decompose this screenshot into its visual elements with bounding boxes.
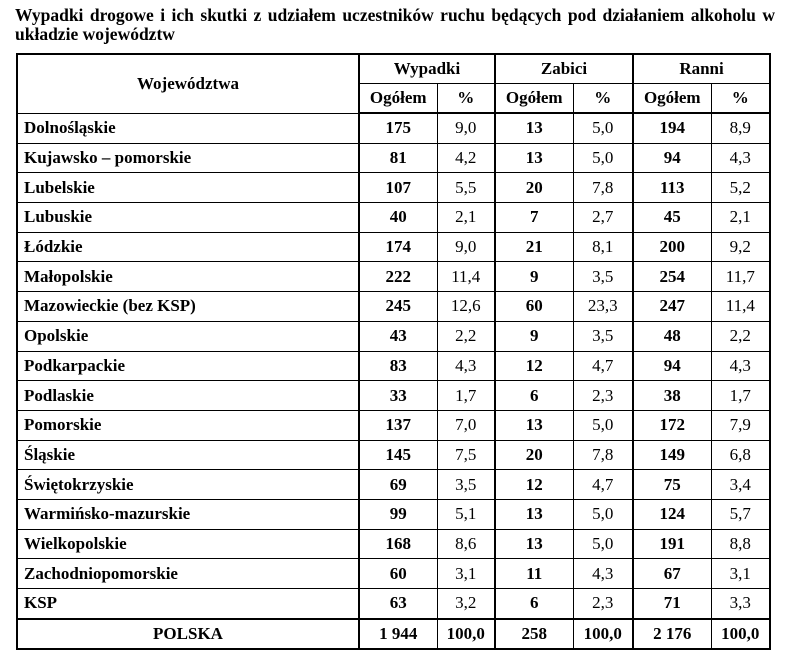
accidents-count-cell: 69: [359, 470, 437, 500]
subheader-total: Ogółem: [495, 84, 573, 114]
injured-pct-cell: 11,4: [711, 292, 770, 322]
table-row: [17, 292, 770, 322]
group-header-ranni: Ranni: [633, 54, 770, 84]
accidents-pct-cell: 2,1: [437, 203, 495, 233]
injured-pct-cell: 4,3: [711, 351, 770, 381]
injured-count-cell: 71: [633, 589, 711, 619]
killed-count-cell: 6: [495, 589, 573, 619]
injured-pct-cell: 8,9: [711, 113, 770, 143]
accidents-count-cell: 222: [359, 262, 437, 292]
accidents-pct-cell: 4,2: [437, 143, 495, 173]
injured-count-cell: 75: [633, 470, 711, 500]
subheader-pct: %: [711, 84, 770, 114]
accidents-pct-cell: 2,2: [437, 321, 495, 351]
killed-pct-cell: 5,0: [573, 143, 633, 173]
injured-pct-cell: 8,8: [711, 529, 770, 559]
region-name-cell: Pomorskie: [17, 410, 359, 440]
total-cell: 100,0: [573, 619, 633, 650]
region-name-cell: Kujawsko – pomorskie: [17, 143, 359, 173]
subheader-total: Ogółem: [359, 84, 437, 114]
table-row: [17, 143, 770, 173]
killed-count-cell: 12: [495, 470, 573, 500]
total-cell: 100,0: [711, 619, 770, 650]
total-cell: 258: [495, 619, 573, 650]
region-name-cell: Podlaskie: [17, 381, 359, 411]
table-row: [17, 440, 770, 470]
accidents-pct-cell: 7,0: [437, 410, 495, 440]
killed-count-cell: 13: [495, 499, 573, 529]
killed-count-cell: 21: [495, 232, 573, 262]
killed-count-cell: 13: [495, 113, 573, 143]
killed-pct-cell: 3,5: [573, 262, 633, 292]
accidents-count-cell: 99: [359, 499, 437, 529]
accidents-pct-cell: 9,0: [437, 232, 495, 262]
region-name-cell: Łódzkie: [17, 232, 359, 262]
region-name-cell: Dolnośląskie: [17, 113, 359, 143]
accidents-pct-cell: 5,1: [437, 499, 495, 529]
accidents-count-cell: 60: [359, 559, 437, 589]
accidents-count-cell: 137: [359, 410, 437, 440]
killed-pct-cell: 5,0: [573, 113, 633, 143]
injured-pct-cell: 3,1: [711, 559, 770, 589]
killed-pct-cell: 5,0: [573, 529, 633, 559]
accidents-pct-cell: 11,4: [437, 262, 495, 292]
killed-pct-cell: 7,8: [573, 440, 633, 470]
injured-pct-cell: 7,9: [711, 410, 770, 440]
accidents-pct-cell: 3,1: [437, 559, 495, 589]
accidents-pct-cell: 3,5: [437, 470, 495, 500]
table-row: [17, 499, 770, 529]
injured-pct-cell: 2,2: [711, 321, 770, 351]
accidents-count-cell: 33: [359, 381, 437, 411]
accidents-count-cell: 145: [359, 440, 437, 470]
table-row: [17, 470, 770, 500]
accidents-pct-cell: 7,5: [437, 440, 495, 470]
total-cell: 2 176: [633, 619, 711, 650]
accidents-pct-cell: 3,2: [437, 589, 495, 619]
group-header-wypadki: Wypadki: [359, 54, 495, 84]
accidents-pct-cell: 1,7: [437, 381, 495, 411]
killed-count-cell: 20: [495, 440, 573, 470]
injured-count-cell: 94: [633, 143, 711, 173]
table-row: [17, 173, 770, 203]
killed-count-cell: 7: [495, 203, 573, 233]
accidents-count-cell: 168: [359, 529, 437, 559]
killed-pct-cell: 8,1: [573, 232, 633, 262]
subheader-pct: %: [437, 84, 495, 114]
killed-pct-cell: 2,7: [573, 203, 633, 233]
injured-pct-cell: 3,3: [711, 589, 770, 619]
killed-pct-cell: 23,3: [573, 292, 633, 322]
killed-count-cell: 12: [495, 351, 573, 381]
region-name-cell: Małopolskie: [17, 262, 359, 292]
killed-count-cell: 13: [495, 529, 573, 559]
injured-pct-cell: 3,4: [711, 470, 770, 500]
table-row: [17, 351, 770, 381]
killed-pct-cell: 3,5: [573, 321, 633, 351]
accidents-pct-cell: 12,6: [437, 292, 495, 322]
table-row: [17, 410, 770, 440]
total-cell: 100,0: [437, 619, 495, 650]
total-row: [17, 619, 770, 650]
region-name-cell: Lubelskie: [17, 173, 359, 203]
killed-pct-cell: 4,7: [573, 351, 633, 381]
region-name-cell: Podkarpackie: [17, 351, 359, 381]
table-row: [17, 529, 770, 559]
accidents-count-cell: 43: [359, 321, 437, 351]
injured-count-cell: 67: [633, 559, 711, 589]
injured-pct-cell: 4,3: [711, 143, 770, 173]
killed-count-cell: 9: [495, 321, 573, 351]
region-name-cell: Śląskie: [17, 440, 359, 470]
injured-count-cell: 200: [633, 232, 711, 262]
injured-count-cell: 94: [633, 351, 711, 381]
killed-count-cell: 13: [495, 143, 573, 173]
total-cell: 1 944: [359, 619, 437, 650]
region-name-cell: Świętokrzyskie: [17, 470, 359, 500]
killed-count-cell: 11: [495, 559, 573, 589]
region-name-cell: Opolskie: [17, 321, 359, 351]
killed-pct-cell: 4,7: [573, 470, 633, 500]
data-table: [16, 53, 771, 650]
injured-count-cell: 247: [633, 292, 711, 322]
killed-count-cell: 9: [495, 262, 573, 292]
group-header-zabici: Zabici: [495, 54, 633, 84]
table-row: [17, 262, 770, 292]
injured-count-cell: 124: [633, 499, 711, 529]
subheader-pct: %: [573, 84, 633, 114]
table-row: [17, 113, 770, 143]
accidents-count-cell: 83: [359, 351, 437, 381]
injured-pct-cell: 9,2: [711, 232, 770, 262]
total-label: POLSKA: [17, 619, 359, 650]
killed-count-cell: 13: [495, 410, 573, 440]
injured-count-cell: 191: [633, 529, 711, 559]
table-row: [17, 559, 770, 589]
region-name-cell: Lubuskie: [17, 203, 359, 233]
table-row: [17, 321, 770, 351]
injured-count-cell: 48: [633, 321, 711, 351]
region-name-cell: Wielkopolskie: [17, 529, 359, 559]
injured-count-cell: 113: [633, 173, 711, 203]
injured-pct-cell: 5,2: [711, 173, 770, 203]
table-row: [17, 589, 770, 619]
injured-count-cell: 38: [633, 381, 711, 411]
region-name-cell: Mazowieckie (bez KSP): [17, 292, 359, 322]
killed-count-cell: 60: [495, 292, 573, 322]
accidents-count-cell: 245: [359, 292, 437, 322]
injured-count-cell: 149: [633, 440, 711, 470]
accidents-count-cell: 174: [359, 232, 437, 262]
injured-count-cell: 194: [633, 113, 711, 143]
table-row: [17, 232, 770, 262]
injured-count-cell: 254: [633, 262, 711, 292]
table-body: [17, 113, 770, 619]
accidents-pct-cell: 8,6: [437, 529, 495, 559]
injured-pct-cell: 2,1: [711, 203, 770, 233]
killed-pct-cell: 2,3: [573, 589, 633, 619]
table-row: [17, 203, 770, 233]
accidents-pct-cell: 4,3: [437, 351, 495, 381]
killed-count-cell: 6: [495, 381, 573, 411]
killed-pct-cell: 4,3: [573, 559, 633, 589]
accidents-pct-cell: 9,0: [437, 113, 495, 143]
table-title: Wypadki drogowe i ich skutki z udziałem uczestników ruchu będących pod działaniem alkoholu w układzie województw: [15, 5, 775, 44]
accidents-count-cell: 175: [359, 113, 437, 143]
killed-pct-cell: 5,0: [573, 410, 633, 440]
region-name-cell: Zachodniopomorskie: [17, 559, 359, 589]
injured-count-cell: 172: [633, 410, 711, 440]
injured-pct-cell: 11,7: [711, 262, 770, 292]
injured-pct-cell: 5,7: [711, 499, 770, 529]
table-row: [17, 381, 770, 411]
column-header-region: Województwa: [17, 54, 359, 113]
subheader-total: Ogółem: [633, 84, 711, 114]
killed-count-cell: 20: [495, 173, 573, 203]
accidents-count-cell: 81: [359, 143, 437, 173]
injured-count-cell: 45: [633, 203, 711, 233]
killed-pct-cell: 2,3: [573, 381, 633, 411]
accidents-count-cell: 40: [359, 203, 437, 233]
injured-pct-cell: 6,8: [711, 440, 770, 470]
region-name-cell: Warmińsko-mazurskie: [17, 499, 359, 529]
accidents-count-cell: 63: [359, 589, 437, 619]
accidents-pct-cell: 5,5: [437, 173, 495, 203]
killed-pct-cell: 5,0: [573, 499, 633, 529]
injured-pct-cell: 1,7: [711, 381, 770, 411]
accidents-count-cell: 107: [359, 173, 437, 203]
killed-pct-cell: 7,8: [573, 173, 633, 203]
region-name-cell: KSP: [17, 589, 359, 619]
